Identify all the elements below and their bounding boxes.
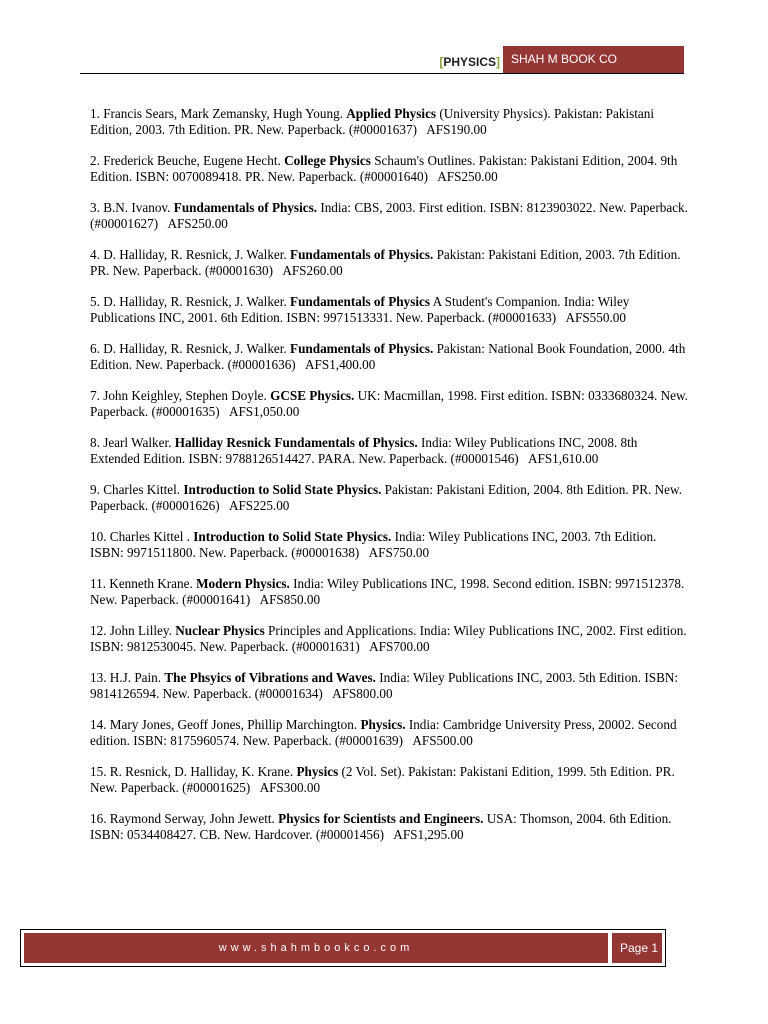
entry-authors: H.J. Pain.	[109, 670, 162, 685]
book-entry	[90, 200, 690, 231]
entry-authors: D. Halliday, R. Resnick, J. Walker.	[103, 341, 287, 356]
entry-price: AFS225.00	[228, 497, 290, 513]
entry-title: Applied Physics	[346, 106, 437, 121]
entry-price: AFS700.00	[369, 638, 430, 654]
entry-details: Principles and Applications. India: Wiley Publications INC, 2002. First edition. ISBN: 9812530045. New. Paperback. (#00001631)	[90, 623, 687, 654]
entry-title: Physics	[296, 764, 339, 779]
entry-number: 10.	[90, 529, 107, 544]
entry-title: Physics.	[360, 717, 406, 732]
entry-price: AFS850.00	[259, 591, 321, 607]
entry-authors: Frederick Beuche, Eugene Hecht.	[103, 153, 281, 168]
entry-details: Schaum's Outlines. Pakistan: Pakistani Edition, 2004. 9th Edition. ISBN: 0070089418. PR. New. Paperback. (#00001640)	[90, 153, 678, 184]
entry-authors: Mary Jones, Geoff Jones, Phillip Marchington.	[109, 717, 358, 732]
entry-title: Modern Physics.	[196, 576, 290, 591]
entry-number: 1.	[90, 106, 100, 121]
book-entry	[90, 811, 690, 842]
entry-details: India: Wiley Publications INC, 2003. 5th Edition. ISBN: 9814126594. New. Paperback. (#00001634)	[90, 670, 679, 701]
entry-price: AFS300.00	[259, 779, 321, 795]
entry-title: Fundamentals of Physics.	[290, 341, 434, 356]
book-list	[90, 106, 690, 858]
page-number	[612, 933, 662, 963]
footer-website[interactable]	[24, 933, 608, 963]
page-label: Page 1	[620, 941, 659, 955]
entry-number: 12.	[90, 623, 107, 638]
book-entry	[90, 388, 690, 419]
entry-details: Pakistan: National Book Foundation, 2000. 4th Edition. New. Paperback. (#00001636)	[90, 341, 686, 372]
entry-number: 8.	[90, 435, 100, 450]
entry-details: India: Wiley Publications INC, 2008. 8th Extended Edition. ISBN: 9788126514427. PARA. New. Paperback. (#00001546)	[90, 435, 638, 466]
entry-details: India: CBS, 2003. First edition. ISBN: 8123903022. New. Paperback. (#00001627)	[90, 200, 688, 231]
entry-details: Pakistan: Pakistani Edition, 2004. 8th Edition. PR. New. Paperback. (#00001626)	[90, 482, 682, 513]
entry-authors: Francis Sears, Mark Zemansky, Hugh Young.	[103, 106, 343, 121]
entry-details: Pakistan: Pakistani Edition, 2003. 7th Edition. PR. New. Paperback. (#00001630)	[90, 247, 681, 278]
entry-number: 15.	[90, 764, 107, 779]
book-entry	[90, 106, 690, 137]
entry-title: College Physics	[284, 153, 371, 168]
entry-title: Fundamentals of Physics	[290, 294, 430, 309]
book-entry	[90, 153, 690, 184]
entry-number: 7.	[90, 388, 100, 403]
entry-details: India: Wiley Publications INC, 1998. Second edition. ISBN: 9971512378. New. Paperback. (#00001641)	[90, 576, 685, 607]
entry-number: 6.	[90, 341, 100, 356]
entry-authors: Kenneth Krane.	[109, 576, 193, 591]
book-entry	[90, 623, 690, 654]
entry-details: USA: Thomson, 2004. 6th Edition. ISBN: 0534408427. CB. New. Hardcover. (#00001456)	[90, 811, 672, 842]
entry-price: AFS250.00	[167, 215, 228, 231]
book-entry	[90, 670, 690, 701]
entry-authors: Raymond Serway, John Jewett.	[109, 811, 275, 826]
entry-number: 11.	[90, 576, 106, 591]
entry-details: India: Cambridge University Press, 20002. Second edition. ISBN: 8175960574. New. Paperback. (#00001639)	[90, 717, 677, 748]
entry-authors: Charles Kittel .	[109, 529, 190, 544]
entry-price: AFS250.00	[437, 168, 498, 184]
entry-authors: John Lilley.	[109, 623, 172, 638]
entry-title: Fundamentals of Physics.	[290, 247, 434, 262]
book-entry	[90, 576, 690, 607]
book-entry	[90, 717, 690, 748]
entry-title: Halliday Resnick Fundamentals of Physics.	[174, 435, 418, 450]
entry-authors: D. Halliday, R. Resnick, J. Walker.	[103, 247, 287, 262]
book-entry	[90, 764, 690, 795]
book-entry	[90, 247, 690, 278]
publisher-name: SHAH M BOOK CO	[511, 52, 618, 66]
entry-title: Introduction to Solid State Physics.	[183, 482, 382, 497]
entry-authors: John Keighley, Stephen Doyle.	[103, 388, 267, 403]
entry-number: 5.	[90, 294, 100, 309]
entry-title: The Phsyics of Vibrations and Waves.	[164, 670, 376, 685]
entry-authors: B.N. Ivanov.	[103, 200, 171, 215]
entry-authors: Jearl Walker.	[103, 435, 172, 450]
entry-details: India: Wiley Publications INC, 2003. 7th Edition. ISBN: 9971511800. New. Paperback. (#00001638)	[90, 529, 657, 560]
entry-title: Nuclear Physics	[175, 623, 265, 638]
entry-number: 14.	[90, 717, 107, 732]
entry-details: A Student's Companion. India: Wiley Publications INC, 2001. 6th Edition. ISBN: 9971513331. New. Paperback. (#00001633)	[90, 294, 630, 325]
entry-price: AFS1,050.00	[228, 403, 300, 419]
entry-price: AFS800.00	[332, 685, 393, 701]
bracket-close: ]	[496, 55, 500, 69]
bracket-open: [	[439, 55, 444, 69]
publisher-banner	[503, 46, 684, 73]
entry-number: 13.	[90, 670, 107, 685]
entry-price: AFS500.00	[412, 732, 473, 748]
entry-price: AFS260.00	[282, 262, 343, 278]
entry-price: AFS550.00	[565, 309, 626, 325]
entry-number: 9.	[90, 482, 100, 497]
book-entry	[90, 529, 690, 560]
entry-authors: R. Resnick, D. Halliday, K. Krane.	[109, 764, 294, 779]
section-name: PHYSICS	[443, 55, 496, 69]
entry-details: (University Physics). Pakistan: Pakistani Edition, 2003. 7th Edition. PR. New. Paperback. (#00001637)	[90, 106, 655, 137]
header-rule	[80, 73, 684, 74]
entry-title: Fundamentals of Physics.	[173, 200, 318, 215]
entry-price: AFS1,400.00	[305, 356, 376, 372]
entry-price: AFS1,295.00	[393, 826, 464, 842]
entry-details: UK: Macmillan, 1998. First edition. ISBN: 0333680324. New. Paperback. (#00001635)	[90, 388, 688, 419]
section-label	[380, 52, 500, 72]
website-url[interactable]: www.shahmbookco.com	[218, 942, 414, 954]
entry-title: GCSE Physics.	[270, 388, 355, 403]
entry-number: 4.	[90, 247, 100, 262]
entry-authors: D. Halliday, R. Resnick, J. Walker.	[103, 294, 287, 309]
entry-price: AFS190.00	[426, 121, 487, 137]
entry-authors: Charles Kittel.	[103, 482, 181, 497]
book-entry	[90, 435, 690, 466]
entry-number: 16.	[90, 811, 107, 826]
entry-number: 3.	[90, 200, 100, 215]
entry-number: 2.	[90, 153, 100, 168]
book-entry	[90, 341, 690, 372]
book-entry	[90, 482, 690, 513]
entry-title: Introduction to Solid State Physics.	[193, 529, 392, 544]
book-entry	[90, 294, 690, 325]
entry-price: AFS1,610.00	[527, 450, 599, 466]
entry-title: Physics for Scientists and Engineers.	[278, 811, 484, 826]
entry-details: (2 Vol. Set). Pakistan: Pakistani Edition, 1999. 5th Edition. PR. New. Paperback. (#00001625)	[90, 764, 675, 795]
entry-price: AFS750.00	[368, 544, 430, 560]
